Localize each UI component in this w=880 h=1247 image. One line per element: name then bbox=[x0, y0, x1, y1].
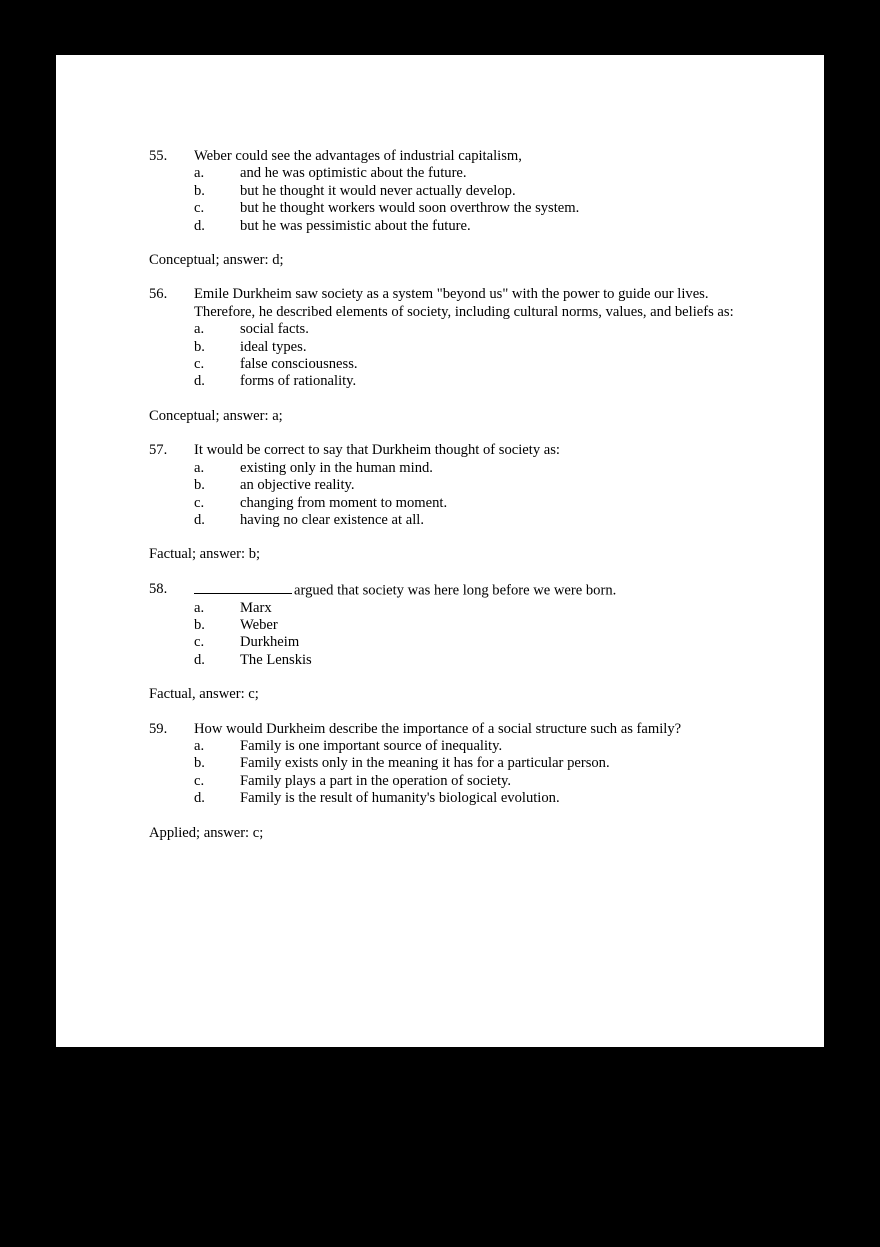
question-number: 57. bbox=[149, 442, 168, 459]
option-text: and he was optimistic about the future. bbox=[240, 165, 467, 182]
option-letter: c. bbox=[194, 200, 205, 217]
option-text: existing only in the human mind. bbox=[240, 459, 433, 476]
option-text: changing from moment to moment. bbox=[240, 494, 448, 511]
answer-option[interactable] bbox=[149, 356, 749, 373]
answer-option[interactable] bbox=[149, 183, 749, 200]
option-letter: d. bbox=[194, 511, 205, 528]
question-stem-row bbox=[149, 581, 749, 600]
question-number: 55. bbox=[149, 148, 168, 164]
option-letter: c. bbox=[194, 356, 205, 373]
option-letter: c. bbox=[194, 634, 205, 651]
answer-option[interactable] bbox=[149, 200, 749, 217]
option-text: Family is one important source of inequality. bbox=[240, 737, 503, 754]
answer-option[interactable] bbox=[149, 652, 749, 669]
question-text: Weber could see the advantages of industrial capitalism, bbox=[194, 148, 522, 164]
question-block bbox=[149, 286, 749, 425]
question-stem-row bbox=[149, 148, 749, 165]
question-number: 56. bbox=[149, 286, 168, 303]
answer-option[interactable] bbox=[149, 634, 749, 651]
option-text: forms of rationality. bbox=[240, 373, 357, 390]
option-text: but he was pessimistic about the future. bbox=[240, 217, 471, 234]
option-letter: d. bbox=[194, 790, 205, 807]
question-stem-row bbox=[149, 442, 749, 459]
answer-option[interactable] bbox=[149, 339, 749, 356]
option-letter: a. bbox=[194, 737, 205, 754]
question-text bbox=[194, 581, 749, 600]
option-text: having no clear existence at all. bbox=[240, 511, 424, 528]
option-letter: b. bbox=[194, 338, 205, 355]
question-stem-row bbox=[149, 286, 749, 321]
answer-key-line: Applied; answer: c; bbox=[149, 824, 264, 841]
document-page bbox=[56, 55, 824, 1047]
option-letter: b. bbox=[194, 755, 205, 772]
answer-option[interactable] bbox=[149, 600, 749, 617]
question-block bbox=[149, 148, 749, 269]
answer-key-line: Conceptual; answer: a; bbox=[149, 407, 283, 424]
question-number: 59. bbox=[149, 720, 168, 737]
option-text: Family exists only in the meaning it has for a particular person. bbox=[240, 755, 610, 772]
question-block bbox=[149, 442, 749, 563]
option-text: false consciousness. bbox=[240, 356, 358, 373]
option-text: The Lenskis bbox=[240, 651, 312, 668]
answer-option[interactable] bbox=[149, 477, 749, 494]
question-text: Emile Durkheim saw society as a system "beyond us" with the power to guide our lives. Therefore, he described elements of society, including cultural norms, values, and beliefs as: bbox=[194, 286, 734, 320]
answer-option[interactable] bbox=[149, 738, 749, 755]
question-stem-row bbox=[149, 721, 749, 738]
option-text: Family is the result of humanity's biological evolution. bbox=[240, 790, 560, 807]
question-number: 58. bbox=[149, 580, 168, 597]
question-block bbox=[149, 721, 749, 842]
answer-option[interactable] bbox=[149, 218, 749, 235]
answer-option[interactable] bbox=[149, 755, 749, 772]
option-letter: a. bbox=[194, 459, 205, 476]
question-text: It would be correct to say that Durkheim thought of society as: bbox=[194, 442, 560, 459]
option-letter: d. bbox=[194, 373, 205, 390]
option-letter: d. bbox=[194, 651, 205, 668]
question-text: How would Durkheim describe the importance of a social structure such as family? bbox=[194, 720, 682, 737]
option-text: but he thought workers would soon overthrow the system. bbox=[240, 200, 580, 217]
option-text: Weber bbox=[240, 616, 278, 633]
option-letter: b. bbox=[194, 616, 205, 633]
option-letter: a. bbox=[194, 165, 205, 182]
answer-option[interactable] bbox=[149, 373, 749, 390]
option-text: Marx bbox=[240, 599, 272, 616]
answer-key-line: Factual; answer: b; bbox=[149, 546, 261, 563]
answer-option[interactable] bbox=[149, 321, 749, 338]
question-block bbox=[149, 581, 749, 704]
answer-option[interactable] bbox=[149, 512, 749, 529]
option-text: Family plays a part in the operation of society. bbox=[240, 772, 511, 789]
option-letter: a. bbox=[194, 321, 205, 338]
answer-option[interactable] bbox=[149, 617, 749, 634]
answer-key-line: Conceptual; answer: d; bbox=[149, 252, 284, 269]
answer-option[interactable] bbox=[149, 495, 749, 512]
answer-option[interactable] bbox=[149, 165, 749, 182]
option-text: an objective reality. bbox=[240, 477, 355, 494]
answer-option[interactable] bbox=[149, 773, 749, 790]
answer-key-line: Factual, answer: c; bbox=[149, 686, 259, 703]
fill-in-blank bbox=[194, 581, 292, 594]
option-text: but he thought it would never actually develop. bbox=[240, 182, 516, 199]
questions-container bbox=[149, 148, 749, 859]
option-letter: c. bbox=[194, 494, 205, 511]
option-letter: b. bbox=[194, 182, 205, 199]
option-letter: d. bbox=[194, 217, 205, 234]
option-text: social facts. bbox=[240, 321, 309, 338]
option-text: ideal types. bbox=[240, 338, 307, 355]
option-letter: b. bbox=[194, 477, 205, 494]
option-letter: c. bbox=[194, 772, 205, 789]
option-text: Durkheim bbox=[240, 634, 300, 651]
option-letter: a. bbox=[194, 599, 205, 616]
answer-option[interactable] bbox=[149, 460, 749, 477]
question-text-after-blank: argued that society was here long before we were born. bbox=[294, 582, 617, 599]
answer-option[interactable] bbox=[149, 790, 749, 807]
